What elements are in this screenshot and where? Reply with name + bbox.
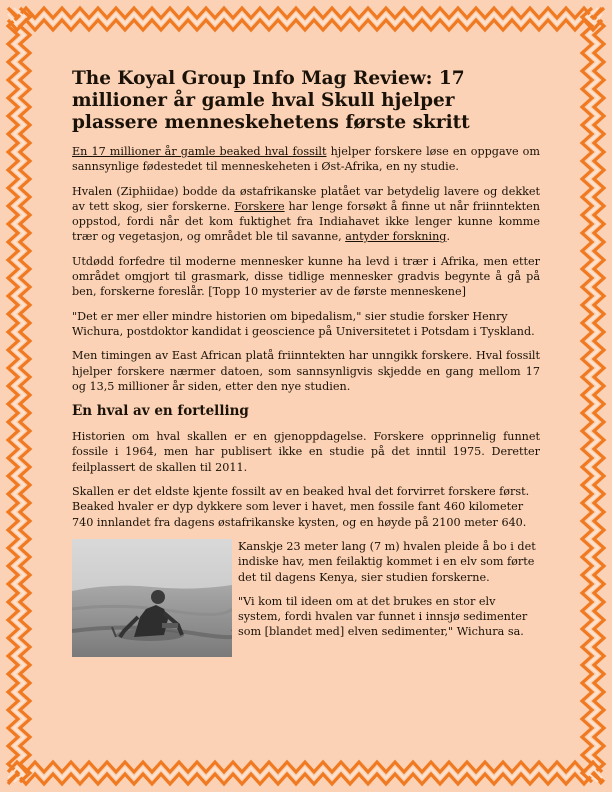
paragraph-5: Men timingen av East African platå friinntekten har unngikk forskere. Hval fossilt hjelper forskere nærmer datoen, som sannsynligvis skjedde en gang mellom 17 og 13,5 millioner år siden, etter den nye studien. <box>72 349 540 393</box>
section-heading: En hval av en fortelling <box>72 403 249 420</box>
photo-side-text <box>238 539 540 649</box>
archival-photo <box>72 539 232 657</box>
paragraph-9: "Vi kom til ideen om at det brukes en stor elv system, fordi hvalen var funnet i innsjø sedimenter som [blandet med] elven sedimenter," Wichura sa. <box>238 594 528 639</box>
article-title: The Koyal Group Info Mag Review: 17 millioner år gamle hval Skull hjelper plassere menneskehetens første skritt <box>72 68 470 133</box>
paragraph-1: En 17 millioner år gamle beaked hval fossilt hjelper forskere løse en oppgave om sannsynlige fødestedet til menneskeheten i Øst-Afrika, en ny studie. <box>72 145 540 174</box>
paragraph-3: Utdødd forfedre til moderne mennesker kunne ha levd i trær i Afrika, men etter området omgjort til grasmark, disse tidlige mennesker gradvis begynte å gå på ben, forskerne foreslår. [Topp 10 mysterier av de første menneskene] <box>72 254 540 299</box>
paragraph-8: Kanskje 23 meter lang (7 m) hvalen pleide å bo i det indiske hav, men feilaktig kommet i en elv som førte det til dagens Kenya, sier studien forskerne. <box>238 539 536 584</box>
paragraph-4: "Det er mer eller mindre historien om bipedalism," sier studie forsker Henry Wichura, postdoktor kandidat i geoscience på Universitetet i Potsdam i Tyskland. <box>72 309 535 338</box>
paragraph-7: Skallen er det eldste kjente fossilt av en beaked hval det forvirret forskere først. Beaked hvaler er dyp dykkere som lever i havet, men fossile fant 460 kilometer 740 innlandet fra dagens østafrikanske kysten, og en høyde på 2100 meter 640. <box>72 485 530 529</box>
antyder-forskning-link[interactable]: antyder forskning <box>345 230 447 244</box>
paragraph-6: Historien om hval skallen er en gjenoppdagelse. Forskere opprinnelig funnet fossile i 1964, men har publisert ikke en studie på det inntil 1975. Deretter feilplassert de skallen til 2011. <box>72 430 540 474</box>
paragraph-2: Hvalen (Ziphiidae) bodde da østafrikanske platået var betydelig lavere og dekket av tett skog, sier forskerne. Forskere har lenge forsøkt å finne ut når friinntekten oppstod, fordi når det kom fuktighet fra Indiahavet ikke lenger kunne komme trær og vegetasjon, og området ble til savanne, antyder forskning. <box>72 184 540 244</box>
forskere-link[interactable]: Forskere <box>234 199 285 213</box>
article <box>72 68 540 657</box>
fossil-link[interactable]: En 17 millioner år gamle beaked hval fossilt <box>72 145 327 158</box>
photo-section <box>72 539 540 657</box>
